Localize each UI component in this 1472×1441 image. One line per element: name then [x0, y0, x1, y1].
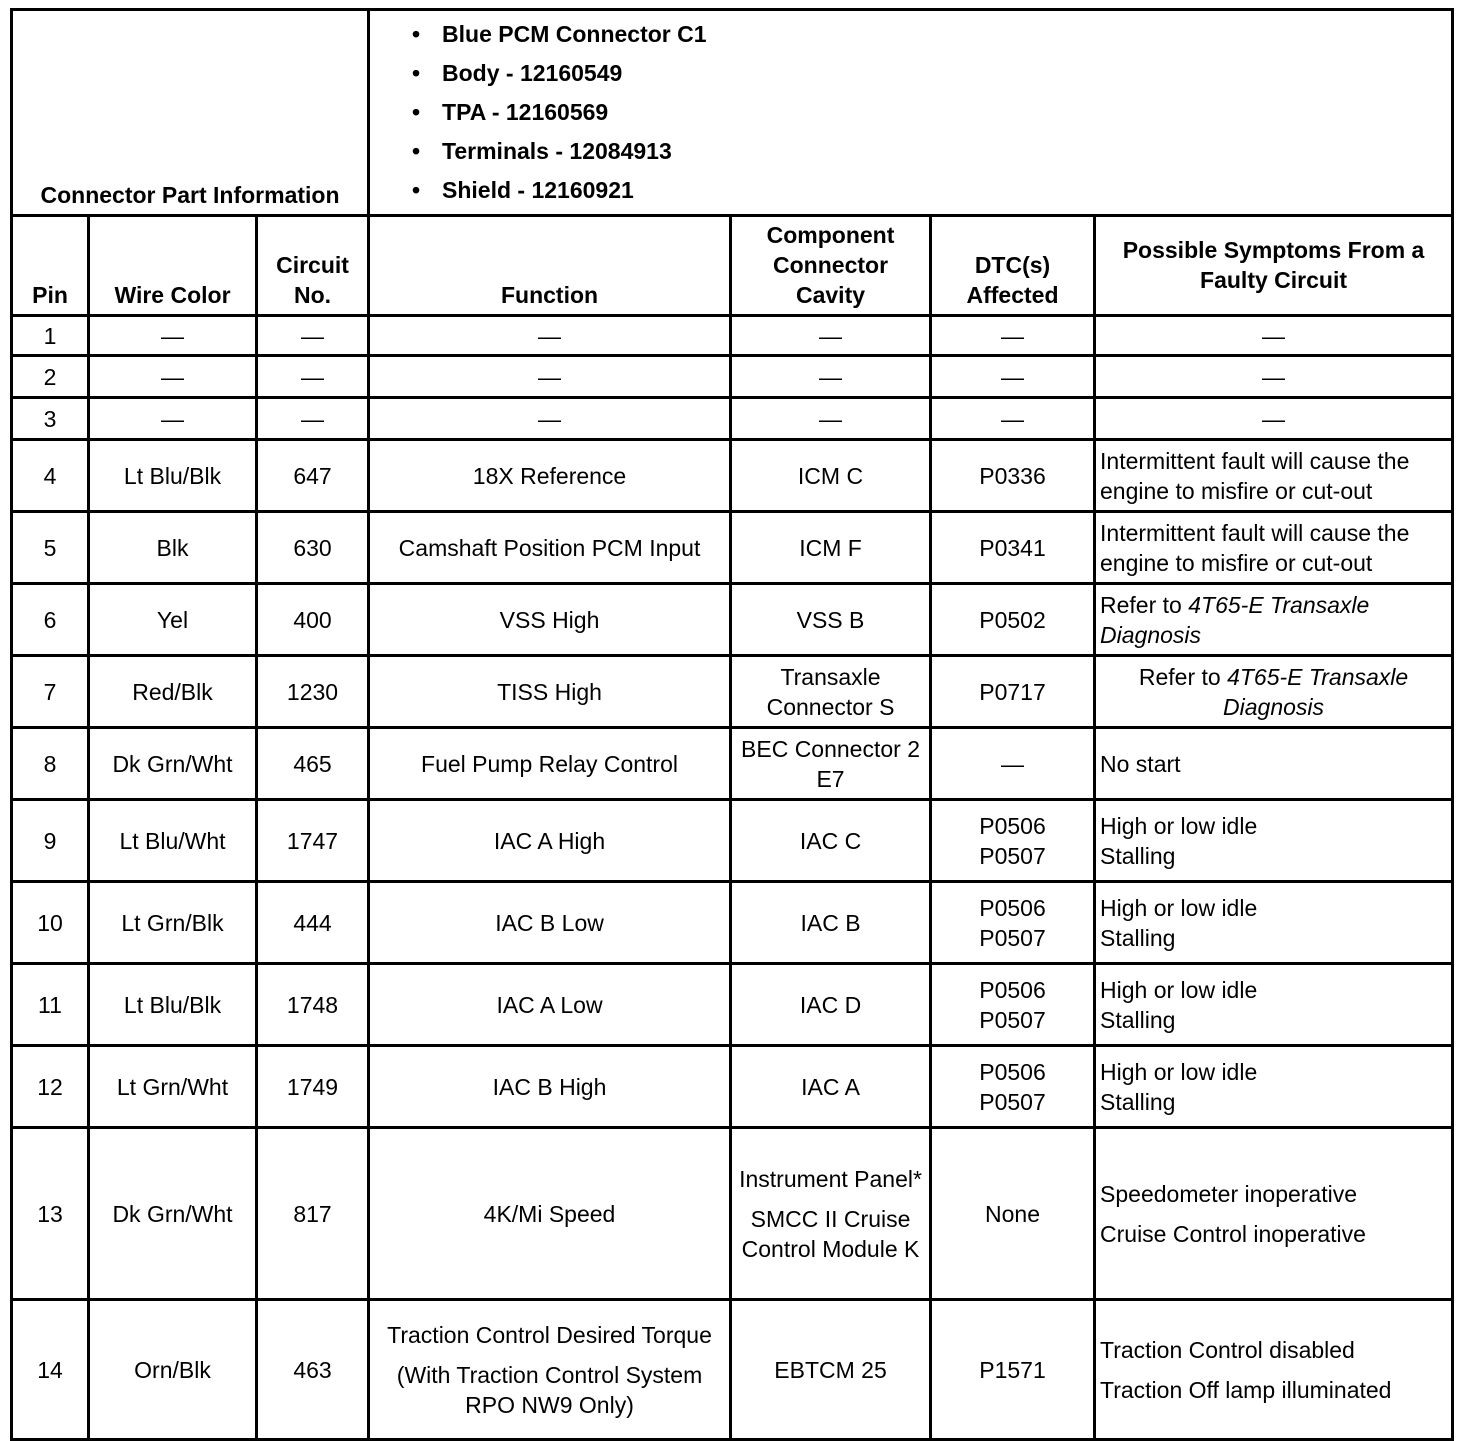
connector-part-item: • Shield - 12160921: [412, 171, 1451, 210]
table-row: [12, 882, 1453, 964]
symptom-cell: [1095, 964, 1453, 1046]
circuit-cell: 1748: [257, 964, 369, 1046]
header-wire-color: Wire Color: [89, 216, 257, 316]
symptom-line: Stalling: [1100, 924, 1176, 951]
dtc-cell: —: [931, 316, 1095, 356]
function-line: (With Traction Control System RPO NW9 Only): [396, 1361, 703, 1418]
transaxle-diagnosis-link[interactable]: 4T65-E Transaxle Diagnosis: [1223, 663, 1409, 720]
circuit-cell: 465: [257, 728, 369, 800]
symptom-line: High or low idle: [1100, 1058, 1258, 1085]
wire-color-cell: Lt Grn/Blk: [89, 882, 257, 964]
connector-part-item: • Body - 12160549: [412, 54, 1451, 93]
connector-parts-list: [369, 10, 1453, 216]
pin-cell: 11: [12, 964, 89, 1046]
table-row: [12, 1046, 1453, 1128]
dtc-code: P0506: [979, 812, 1046, 839]
table-row: [12, 512, 1453, 584]
wire-color-cell: Red/Blk: [89, 656, 257, 728]
symptom-cell: [1095, 1300, 1453, 1440]
dtc-code: P0507: [979, 842, 1046, 869]
wire-color-cell: —: [89, 398, 257, 440]
wire-color-cell: Lt Blu/Blk: [89, 964, 257, 1046]
dtc-cell: [931, 1046, 1095, 1128]
circuit-cell: 1230: [257, 656, 369, 728]
cavity-cell: [731, 1128, 931, 1300]
function-cell: VSS High: [369, 584, 731, 656]
table-row: [12, 1128, 1453, 1300]
function-cell: TISS High: [369, 656, 731, 728]
circuit-cell: 630: [257, 512, 369, 584]
table-row: [12, 398, 1453, 440]
wire-color-cell: Dk Grn/Wht: [89, 1128, 257, 1300]
circuit-cell: 817: [257, 1128, 369, 1300]
circuit-cell: 647: [257, 440, 369, 512]
table-row: [12, 800, 1453, 882]
dtc-code: P0507: [979, 1088, 1046, 1115]
table-row: [12, 356, 1453, 398]
pin-cell: 13: [12, 1128, 89, 1300]
header-symptoms: Possible Symptoms From a Faulty Circuit: [1095, 216, 1453, 316]
table-row: [12, 964, 1453, 1046]
table-row: [12, 584, 1453, 656]
symptom-cell: [1095, 800, 1453, 882]
wire-color-cell: Lt Grn/Wht: [89, 1046, 257, 1128]
connector-info-row: [12, 10, 1453, 216]
circuit-cell: 463: [257, 1300, 369, 1440]
symptom-line: Stalling: [1100, 1006, 1176, 1033]
symptom-prefix: Refer to: [1100, 591, 1182, 618]
header-pin: Pin: [12, 216, 89, 316]
connector-part-item: • TPA - 12160569: [412, 93, 1451, 132]
symptom-line: Speedometer inoperative: [1100, 1180, 1358, 1207]
symptom-cell: [1095, 1046, 1453, 1128]
dtc-cell: [931, 882, 1095, 964]
symptom-cell: No start: [1095, 728, 1453, 800]
wire-color-cell: Dk Grn/Wht: [89, 728, 257, 800]
dtc-code: P0507: [979, 924, 1046, 951]
dtc-cell: P0502: [931, 584, 1095, 656]
cavity-line: SMCC II Cruise Control Module K: [741, 1205, 920, 1262]
dtc-code: P0506: [979, 1058, 1046, 1085]
function-cell: 4K/Mi Speed: [369, 1128, 731, 1300]
connector-part-item: • Terminals - 12084913: [412, 132, 1451, 171]
wire-color-cell: —: [89, 316, 257, 356]
connector-pinout-table: [10, 8, 1454, 1441]
table-row: [12, 316, 1453, 356]
symptom-line: Stalling: [1100, 842, 1176, 869]
pin-cell: 12: [12, 1046, 89, 1128]
cavity-line: Instrument Panel*: [739, 1165, 922, 1192]
function-cell: —: [369, 356, 731, 398]
wire-color-cell: Orn/Blk: [89, 1300, 257, 1440]
circuit-cell: —: [257, 398, 369, 440]
header-dtc: DTC(s) Affected: [931, 216, 1095, 316]
connector-info-label: Connector Part Information: [12, 10, 369, 216]
header-component-cavity: Component Connector Cavity: [731, 216, 931, 316]
function-cell: [369, 1300, 731, 1440]
cavity-cell: IAC B: [731, 882, 931, 964]
function-cell: IAC B High: [369, 1046, 731, 1128]
dtc-code: P0507: [979, 1006, 1046, 1033]
wire-color-cell: Lt Blu/Wht: [89, 800, 257, 882]
function-cell: 18X Reference: [369, 440, 731, 512]
dtc-cell: [931, 800, 1095, 882]
dtc-code: P0506: [979, 976, 1046, 1003]
circuit-cell: —: [257, 356, 369, 398]
function-cell: —: [369, 398, 731, 440]
cavity-cell: ICM F: [731, 512, 931, 584]
header-function: Function: [369, 216, 731, 316]
cavity-cell: IAC D: [731, 964, 931, 1046]
symptom-cell: [1095, 1128, 1453, 1300]
cavity-cell: IAC C: [731, 800, 931, 882]
table-row: [12, 440, 1453, 512]
cavity-cell: —: [731, 316, 931, 356]
dtc-cell: —: [931, 398, 1095, 440]
wire-color-cell: Lt Blu/Blk: [89, 440, 257, 512]
table-row: [12, 656, 1453, 728]
cavity-cell: —: [731, 398, 931, 440]
symptom-prefix: Refer to: [1138, 663, 1221, 690]
symptom-cell: [1095, 656, 1453, 728]
symptom-line: Traction Control disabled: [1100, 1336, 1355, 1363]
cavity-cell: Transaxle Connector S: [731, 656, 931, 728]
pin-cell: 3: [12, 398, 89, 440]
dtc-cell: P1571: [931, 1300, 1095, 1440]
function-cell: —: [369, 316, 731, 356]
cavity-cell: —: [731, 356, 931, 398]
cavity-cell: EBTCM 25: [731, 1300, 931, 1440]
function-cell: IAC B Low: [369, 882, 731, 964]
circuit-cell: 1747: [257, 800, 369, 882]
symptom-cell: —: [1095, 398, 1453, 440]
dtc-cell: —: [931, 728, 1095, 800]
symptom-cell: Intermittent fault will cause the engine to misfire or cut-out: [1095, 512, 1453, 584]
dtc-cell: P0341: [931, 512, 1095, 584]
wire-color-cell: —: [89, 356, 257, 398]
pin-cell: 5: [12, 512, 89, 584]
wire-color-cell: Blk: [89, 512, 257, 584]
cavity-cell: IAC A: [731, 1046, 931, 1128]
circuit-cell: —: [257, 316, 369, 356]
pin-cell: 2: [12, 356, 89, 398]
function-line: Traction Control Desired Torque: [387, 1321, 712, 1348]
circuit-cell: 400: [257, 584, 369, 656]
cavity-cell: VSS B: [731, 584, 931, 656]
function-cell: Camshaft Position PCM Input: [369, 512, 731, 584]
pin-cell: 9: [12, 800, 89, 882]
symptom-cell: —: [1095, 316, 1453, 356]
column-header-row: [12, 216, 1453, 316]
transaxle-diagnosis-link[interactable]: 4T65-E Transaxle Diagnosis: [1100, 591, 1370, 648]
symptom-line: High or low idle: [1100, 894, 1258, 921]
circuit-cell: 444: [257, 882, 369, 964]
symptom-line: High or low idle: [1100, 812, 1258, 839]
symptom-cell: —: [1095, 356, 1453, 398]
pin-cell: 10: [12, 882, 89, 964]
pin-cell: 1: [12, 316, 89, 356]
pin-cell: 14: [12, 1300, 89, 1440]
function-cell: Fuel Pump Relay Control: [369, 728, 731, 800]
symptom-line: High or low idle: [1100, 976, 1258, 1003]
symptom-cell: [1095, 882, 1453, 964]
function-cell: IAC A High: [369, 800, 731, 882]
pin-cell: 8: [12, 728, 89, 800]
header-circuit-no: Circuit No.: [257, 216, 369, 316]
symptom-line: Stalling: [1100, 1088, 1176, 1115]
symptom-line: Traction Off lamp illuminated: [1100, 1376, 1392, 1403]
wire-color-cell: Yel: [89, 584, 257, 656]
connector-part-item: • Blue PCM Connector C1: [412, 15, 1451, 54]
pin-cell: 6: [12, 584, 89, 656]
pin-cell: 7: [12, 656, 89, 728]
function-cell: IAC A Low: [369, 964, 731, 1046]
dtc-cell: [931, 964, 1095, 1046]
dtc-cell: P0717: [931, 656, 1095, 728]
circuit-cell: 1749: [257, 1046, 369, 1128]
symptom-cell: [1095, 584, 1453, 656]
table-row: [12, 1300, 1453, 1440]
symptom-cell: Intermittent fault will cause the engine to misfire or cut-out: [1095, 440, 1453, 512]
symptom-line: Cruise Control inoperative: [1100, 1220, 1366, 1247]
cavity-cell: BEC Connector 2 E7: [731, 728, 931, 800]
dtc-cell: P0336: [931, 440, 1095, 512]
table-row: [12, 728, 1453, 800]
dtc-cell: None: [931, 1128, 1095, 1300]
cavity-cell: ICM C: [731, 440, 931, 512]
dtc-code: P0506: [979, 894, 1046, 921]
pin-cell: 4: [12, 440, 89, 512]
dtc-cell: —: [931, 356, 1095, 398]
